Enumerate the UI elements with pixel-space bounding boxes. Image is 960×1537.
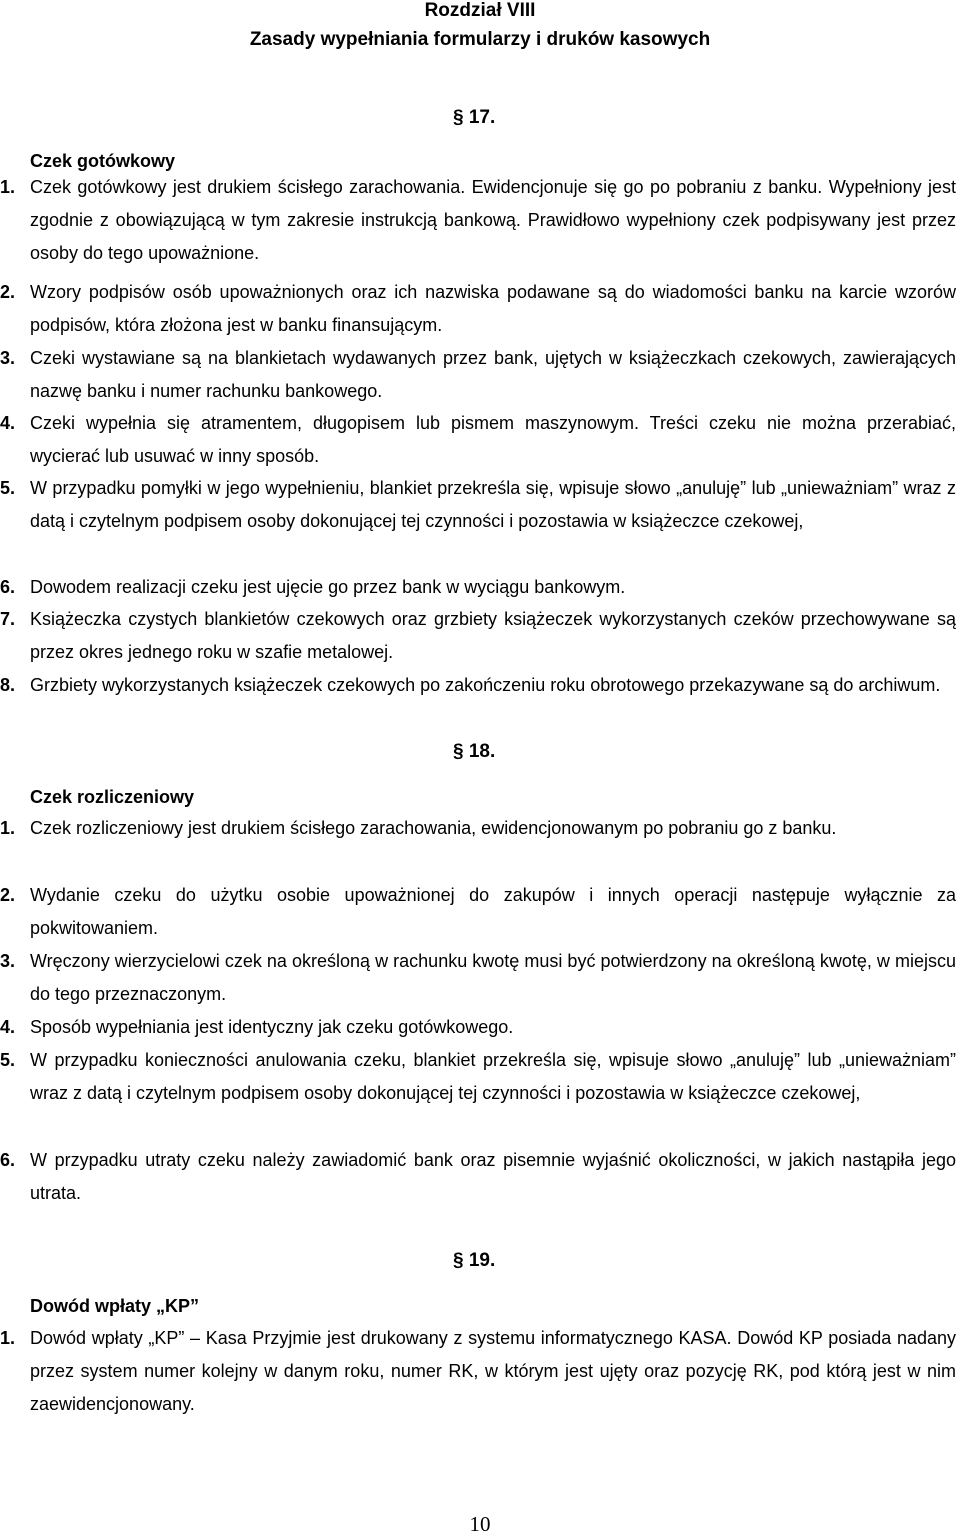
item-number: 6. xyxy=(0,577,16,597)
item-text: Wręczony wierzycielowi czek na określoną w rachunku kwotę musi być potwierdzony na określoną kwotę, w miejscu do tego przeznaczonym. xyxy=(30,951,956,1004)
item-text: Czeki wypełnia się atramentem, długopisem lub pismem maszynowym. Treści czeku nie można przerabiać, wycierać lub usuwać w inny sposób. xyxy=(30,413,956,466)
item-text: Książeczka czystych blankietów czekowych oraz grzbiety książeczek wykorzystanych czeków przechowywane są przez okres jednego roku w szafie metalowej. xyxy=(30,609,956,662)
item-text: Sposób wypełniania jest identyczny jak czeku gotówkowego. xyxy=(30,1017,514,1037)
item-number: 4. xyxy=(0,413,16,433)
item-number: 1. xyxy=(0,177,16,197)
item-number: 1. xyxy=(0,818,16,838)
item-text: Czek gotówkowy jest drukiem ścisłego zarachowania. Ewidencjonuje się go po pobraniu z banku. Wypełniony jest zgodnie z obowiązującą w tym zakresie instrukcją bankową. Prawidłowo wypełniony czek podpisywany jest przez osoby do tego upoważnione. xyxy=(30,177,956,263)
section-heading-18: Czek rozliczeniowy xyxy=(30,787,195,807)
chapter-title: Zasady wypełniania formularzy i druków kasowych xyxy=(249,29,711,50)
page-number: 10 xyxy=(469,1512,491,1536)
item-number: 2. xyxy=(0,282,16,302)
section-mark-17: § 17. xyxy=(453,107,496,128)
item-number: 1. xyxy=(0,1328,16,1348)
item-number: 5. xyxy=(0,1050,16,1070)
item-text: Dowód wpłaty „KP” – Kasa Przyjmie jest drukowany z systemu informatycznego KASA. Dowód KP posiada nadany przez system numer kolejny w danym roku, numer RK, w którym jest ujęty oraz pozycję RK, pod którą jest w nim zaewidencjonowany. xyxy=(30,1328,956,1414)
item-number: 3. xyxy=(0,348,16,368)
item-text: W przypadku konieczności anulowania czeku, blankiet przekreśla się, wpisuje słowo „anuluję” lub „unieważniam” wraz z datą i czytelnym podpisem osoby dokonującej tej czynności i pozostawia w książeczce czekowej, xyxy=(30,1050,956,1103)
item-text: W przypadku pomyłki w jego wypełnieniu, blankiet przekreśla się, wpisuje słowo „anuluję” lub „unieważniam” wraz z datą i czytelnym podpisem osoby dokonującej tej czynności i pozostawia w książeczce czekowej, xyxy=(30,478,956,531)
item-number: 5. xyxy=(0,478,16,498)
section-heading-17: Czek gotówkowy xyxy=(30,151,176,171)
item-number: 6. xyxy=(0,1150,16,1170)
item-number: 2. xyxy=(0,885,16,905)
item-text: Grzbiety wykorzystanych książeczek czekowych po zakończeniu roku obrotowego przekazywane są do archiwum. xyxy=(30,675,941,695)
item-number: 8. xyxy=(0,675,16,695)
section-heading-19: Dowód wpłaty „KP” xyxy=(30,1296,200,1316)
item-text: Czeki wystawiane są na blankietach wydawanych przez bank, ujętych w książeczkach czekowych, zawierających nazwę banku i numer rachunku bankowego. xyxy=(30,348,956,401)
chapter-number: Rozdział VIII xyxy=(424,0,536,21)
item-number: 3. xyxy=(0,951,16,971)
item-text: Wzory podpisów osób upoważnionych oraz ich nazwiska podawane są do wiadomości banku na karcie wzorów podpisów, która złożona jest w banku finansującym. xyxy=(30,282,956,335)
section-mark-19: § 19. xyxy=(453,1250,496,1271)
section-mark-18: § 18. xyxy=(453,741,496,762)
item-text: W przypadku utraty czeku należy zawiadomić bank oraz pisemnie wyjaśnić okoliczności, w jakich nastąpiła jego utrata. xyxy=(30,1150,956,1203)
item-text: Wydanie czeku do użytku osobie upoważnionej do zakupów i innych operacji następuje wyłącznie za pokwitowaniem. xyxy=(30,885,956,938)
item-number: 7. xyxy=(0,609,16,629)
item-text: Dowodem realizacji czeku jest ujęcie go przez bank w wyciągu bankowym. xyxy=(30,577,626,597)
item-text: Czek rozliczeniowy jest drukiem ścisłego zarachowania, ewidencjonowanym po pobraniu go z banku. xyxy=(30,818,837,838)
item-number: 4. xyxy=(0,1017,16,1037)
